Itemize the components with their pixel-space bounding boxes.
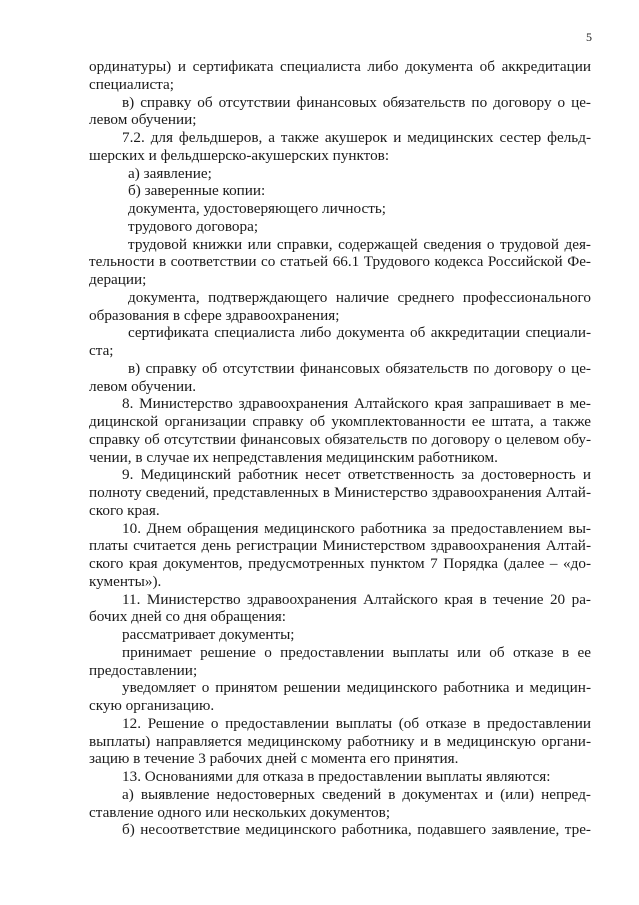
text-line: документа, подтверждающего наличие среднего профессионального bbox=[128, 288, 591, 306]
text-line: трудовой книжки или справки, содержащей сведения о трудовой дея- bbox=[128, 235, 591, 253]
text-line: трудового договора; bbox=[128, 217, 259, 235]
text-line: 12. Решение о предоставлении выплаты (об отказе в предоставлении bbox=[122, 714, 591, 732]
text-line: 13. Основаниями для отказа в предоставлении выплаты являются: bbox=[122, 768, 551, 785]
text-line: полноту сведений, представленных в Министерство здравоохранения Алтай- bbox=[89, 484, 591, 501]
text-line: скую организацию. bbox=[89, 697, 215, 714]
text-line: ставление одного или нескольких документов; bbox=[89, 803, 391, 821]
text-line: бочих дней со дня обращения: bbox=[89, 608, 286, 626]
text-line: левом обучении. bbox=[89, 377, 196, 395]
text-line: платы считается день регистрации Министерством здравоохранения Алтай- bbox=[89, 537, 591, 555]
text-line: б) несоответствие медицинского работника, подавшего заявление, тре- bbox=[122, 821, 591, 839]
text-line: 8. Министерство здравоохранения Алтайского края запрашивает в ме- bbox=[122, 395, 591, 413]
text-line: левом обучении; bbox=[89, 111, 197, 129]
text-line: 10. Днем обращения медицинского работника за предоставлением вы- bbox=[122, 519, 591, 537]
text-line: выплаты) направляется медицинскому работнику и в медицинскую органи- bbox=[89, 732, 591, 750]
text-line: б) заверенные копии: bbox=[128, 182, 266, 200]
text-line: сертификата специалиста либо документа об аккредитации специали- bbox=[128, 324, 591, 342]
text-line: документа, удостоверяющего личность; bbox=[128, 200, 387, 217]
text-line: дерации; bbox=[89, 271, 147, 288]
page-number: 5 bbox=[586, 30, 592, 44]
text-line: ста; bbox=[89, 342, 114, 359]
text-line: 7.2. для фельдшеров, а также акушерок и медицинских сестер фельд- bbox=[122, 129, 591, 146]
text-line: 11. Министерство здравоохранения Алтайского края в течение 20 ра- bbox=[122, 590, 591, 608]
text-line: ского края. bbox=[89, 501, 160, 519]
text-line: дицинской организации справку об укомплектованности ее штата, а также bbox=[89, 413, 591, 430]
text-line: кументы»). bbox=[89, 572, 162, 590]
text-line: уведомляет о принятом решении медицинского работника и медицин- bbox=[122, 679, 591, 697]
text-line: тельности в соответствии со статьей 66.1 Трудового кодекса Российской Фе- bbox=[89, 253, 591, 271]
text-line: а) заявление; bbox=[128, 164, 212, 182]
text-line: зацию в течение 3 рабочих дней с момента его принятия. bbox=[89, 750, 459, 768]
text-line: рассматривает документы; bbox=[122, 626, 295, 643]
text-line: а) выявление недостоверных сведений в документах и (или) непред- bbox=[122, 785, 591, 803]
text-line: справку об отсутствии финансовых обязательств по договору о целевом обу- bbox=[89, 430, 591, 448]
text-line: ского края документов, предусмотренных пунктом 7 Порядка (далее – «до- bbox=[89, 555, 591, 572]
text-line: в) справку об отсутствии финансовых обязательств по договору о це- bbox=[122, 93, 591, 111]
document-body bbox=[89, 58, 591, 839]
text-line: принимает решение о предоставлении выплаты или об отказе в ее bbox=[122, 643, 591, 661]
text-line: в) справку об отсутствии финансовых обязательств по договору о це- bbox=[128, 359, 591, 377]
text-line: специалиста; bbox=[89, 75, 174, 93]
text-line: чении, в случае их непредставления медицинским работником. bbox=[89, 448, 498, 466]
text-line: образования в сфере здравоохранения; bbox=[89, 306, 340, 324]
text-line: шерских и фельдшерско-акушерских пунктов: bbox=[89, 146, 390, 164]
text-line: предоставлении; bbox=[89, 661, 198, 679]
text-line: ординатуры) и сертификата специалиста либо документа об аккредитации bbox=[89, 58, 591, 75]
text-line: 9. Медицинский работник несет ответственность за достоверность и bbox=[122, 466, 591, 484]
